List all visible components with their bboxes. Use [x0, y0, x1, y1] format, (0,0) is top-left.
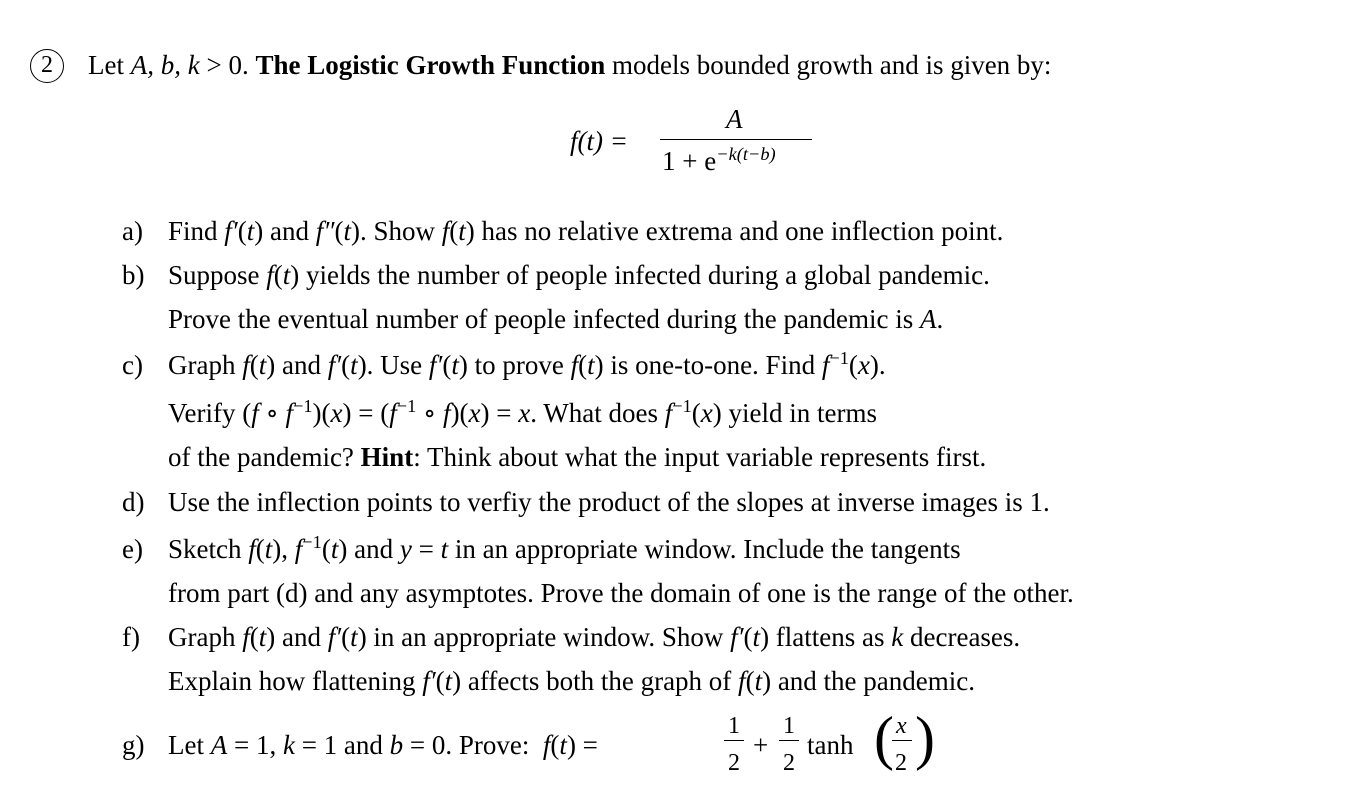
part-a-label: a) — [122, 216, 143, 246]
part-g-label: g) — [122, 730, 145, 760]
formula-numerator: A — [726, 104, 743, 134]
part-d-label: d) — [122, 487, 145, 517]
formula-fraction-bar — [660, 139, 812, 140]
part-e-label: e) — [122, 534, 143, 564]
part-c-text-line2: Verify (f ∘ $f^{-1})(x) = (f^{-1}$ ∘ f)(x) = x. What does $f^{-1}(x)$ yield in terms — [168, 395, 877, 428]
part-b-label: b) — [122, 260, 145, 290]
part-f-text-line2: Explain how flattening f′(t) affects both the graph of f(t) and the pandemic. — [168, 666, 975, 696]
part-e-text-line1: Sketch f(t), $f^{-1}(t)$ and y = t in an appropriate window. Include the tangents — [168, 531, 961, 564]
part-b-text-line1: Suppose f(t) yields the number of people infected during a global pandemic. — [168, 260, 990, 290]
part-e-text-line2: from part (d) and any asymptotes. Prove the domain of one is the range of the other. — [168, 578, 1074, 608]
part-f-text-line1: Graph f(t) and f′(t) in an appropriate window. Show f′(t) flattens as k decreases. — [168, 622, 1021, 652]
problem-intro: Let A, b, k > 0. The Logistic Growth Function models bounded growth and is given by: — [88, 50, 1052, 80]
part-b-text-line2: Prove the eventual number of people infected during the pandemic is A. — [168, 304, 944, 334]
part-c-text-line3: of the pandemic? Hint: Think about what the input variable represents first. — [168, 442, 987, 472]
problem-number-badge: 2 — [30, 49, 64, 83]
part-f-label: f) — [122, 622, 140, 652]
part-g-text: Let A = 1, k = 1 and b = 0. Prove: f(t) = — [168, 730, 598, 760]
formula-lhs: f(t) = — [570, 126, 628, 156]
part-d-text: Use the inflection points to verfiy the product of the slopes at inverse images is 1. — [168, 487, 1050, 517]
formula-denominator: $1 + e^{-k(t-b)}$ — [662, 143, 776, 176]
part-c-label: c) — [122, 350, 143, 380]
part-a-text: Find f′(t) and f″(t). Show f(t) has no relative extrema and one inflection point. — [168, 216, 1004, 246]
part-c-text-line1: Graph f(t) and f′(t). Use f′(t) to prove f(t) is one-to-one. Find $f^{-1}(x)$. — [168, 347, 886, 380]
intro-bold-title: The Logistic Growth Function — [255, 50, 606, 80]
